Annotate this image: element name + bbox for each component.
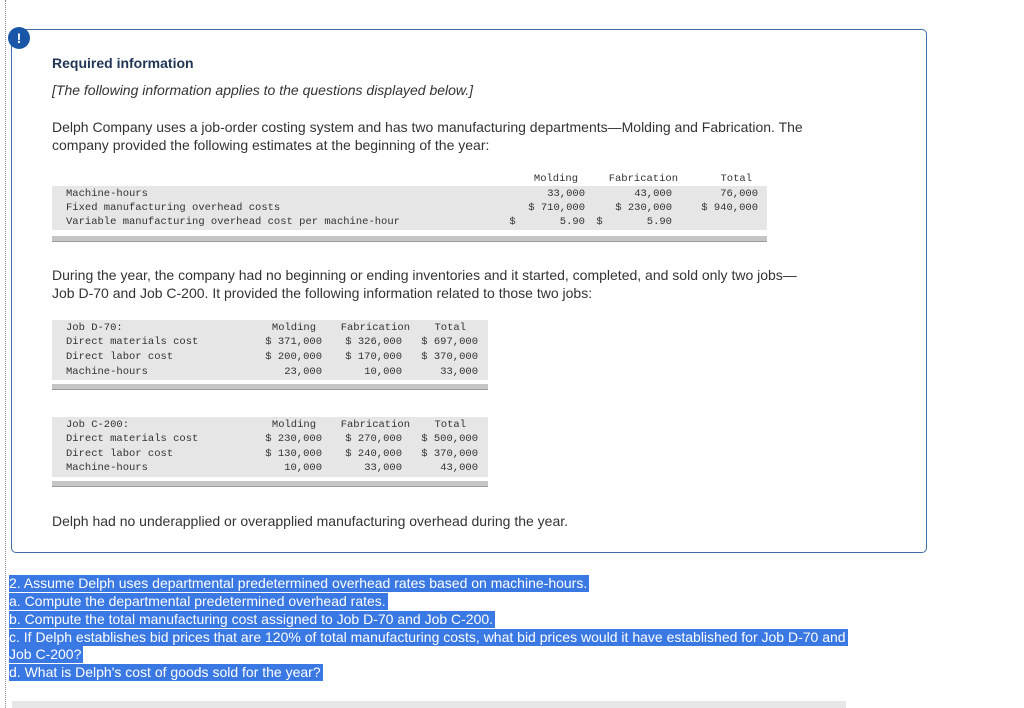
job-d70-cell: $ 370,000 [421,351,478,363]
job-d70-header-fabrication: Fabrication [340,322,410,334]
panel-subheading: [The following information applies to the questions displayed below.] [52,82,474,98]
job-c200-cell: 33,000 [364,462,402,474]
panel-heading: Required information [52,55,194,71]
job-d70-cell: $ 697,000 [421,336,478,348]
estimates-header-molding: Molding [533,173,578,185]
job-c200-row-label: Machine-hours [66,462,148,474]
job-d70-row-label: Machine-hours [66,366,148,378]
middle-line-1: During the year, the company had no beginning or ending inventories and it started, completed, and sold only two jobs— [52,267,797,283]
middle-line-2: Job D-70 and Job C-200. It provided the following information related to those two jobs: [52,285,593,301]
estimates-header-fabrication: Fabrication [608,173,678,185]
job-c200-cell: $ 500,000 [421,433,478,445]
left-dotted-border [5,0,6,708]
alert-icon: ! [8,27,30,49]
job-d70-cell: $ 200,000 [265,351,322,363]
estimates-row-label: Variable manufacturing overhead cost per machine-hour [66,216,400,228]
job-c200-cell: $ 240,000 [345,448,402,460]
question-part-b[interactable]: b. Compute the total manufacturing cost assigned to Job D-70 and Job C-200. [9,611,494,627]
job-c200-row-label: Direct labor cost [66,448,174,460]
job-d70-cell: $ 371,000 [265,336,322,348]
estimates-cell: 76,000 [720,188,758,200]
estimates-cell: $ 940,000 [701,202,758,214]
job-d70-row-label: Direct labor cost [66,351,174,363]
job-d70-cell: $ 170,000 [345,351,402,363]
question-part-c[interactable]: c. If Delph establishes bid prices that are 120% of total manufacturing costs, what bid prices would it have established for Job D-70 and [9,629,846,645]
job-d70-rule [52,384,488,390]
job-c200-cell: 10,000 [284,462,322,474]
estimates-cell: $ 710,000 [528,202,585,214]
estimates-cell: $ 5.90 [596,216,672,228]
job-c200-cell: $ 370,000 [421,448,478,460]
question-part-2[interactable]: 2. Assume Delph uses departmental predetermined overhead rates based on machine-hours. [9,575,588,591]
estimates-cell: 33,000 [547,188,585,200]
job-c200-rule [52,481,488,487]
intro-paragraph [52,118,803,154]
job-c200-cell: $ 130,000 [265,448,322,460]
estimates-row-label: Machine-hours [66,188,148,200]
estimates-cell: 43,000 [634,188,672,200]
job-c200-header-total: Total [434,419,466,431]
job-c200-title: Job C-200: [66,419,130,431]
intro-line-1: Delph Company uses a job-order costing system and has two manufacturing departments—Molding and Fabrication. The [52,119,803,135]
closing-sentence: Delph had no underapplied or overapplied manufacturing overhead during the year. [52,513,569,529]
question-part-c-continued[interactable]: Job C-200? [9,646,82,662]
job-c200-row-label: Direct materials cost [66,433,199,445]
question-part-d[interactable]: d. What is Delph's cost of goods sold for the year? [9,664,321,680]
job-c200-cell: 43,000 [440,462,478,474]
estimates-table-rule [52,236,767,242]
estimates-cell: $ 5.90 [509,216,585,228]
bottom-scroll-area [12,701,846,708]
job-d70-cell: $ 326,000 [345,336,402,348]
middle-paragraph [52,266,797,302]
job-d70-cell: 23,000 [284,366,322,378]
job-d70-header-total: Total [434,322,466,334]
estimates-row-label: Fixed manufacturing overhead costs [66,202,281,214]
job-c200-cell: $ 270,000 [345,433,402,445]
job-d70-cell: 10,000 [364,366,402,378]
job-c200-cell: $ 230,000 [265,433,322,445]
job-c200-header-molding: Molding [271,419,316,431]
job-d70-cell: 33,000 [440,366,478,378]
job-c200-header-fabrication: Fabrication [340,419,410,431]
question-part-a[interactable]: a. Compute the departmental predetermined overhead rates. [9,593,386,609]
job-d70-title: Job D-70: [66,322,123,334]
job-d70-header-molding: Molding [271,322,316,334]
job-d70-row-label: Direct materials cost [66,336,199,348]
estimates-cell: $ 230,000 [615,202,672,214]
estimates-header-total: Total [720,173,752,185]
intro-line-2: company provided the following estimates at the beginning of the year: [52,137,490,153]
